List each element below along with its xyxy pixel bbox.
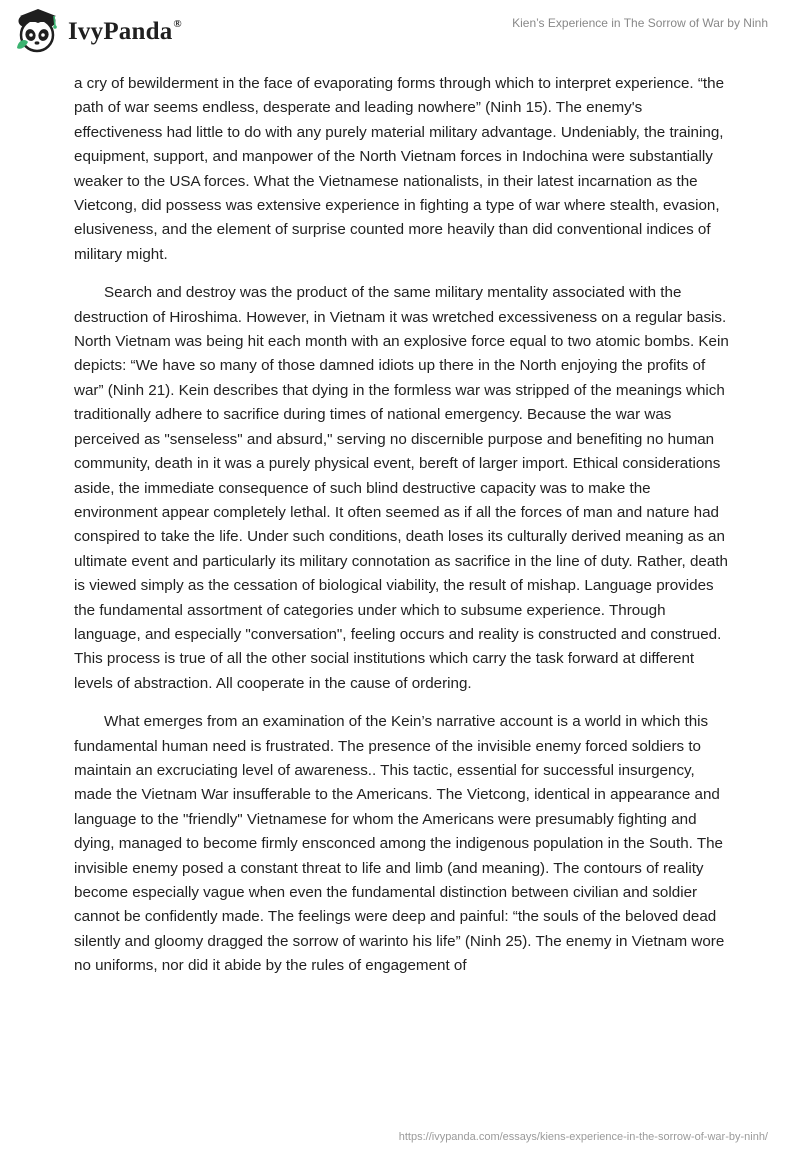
registered-mark: ® bbox=[173, 18, 182, 30]
essay-body bbox=[74, 72, 734, 993]
source-url-link[interactable]: https://ivypanda.com/essays/kiens-experience-in-the-sorrow-of-war-by-ninh/ bbox=[398, 1131, 768, 1143]
ivypanda-logo[interactable] bbox=[14, 8, 182, 56]
paragraph-1: a cry of bewilderment in the face of evaporating forms through which to interpret experience. “the path of war seems endless, desperate and leading nowhere” (Ninh 15). The enemy's effectiveness had little to do with any purely material military advantage. Undeniably, the training, equipment, support, and manpower of the North Vietnam forces in Indochina were substantially weaker to the USA forces. What the Vietnamese nationalists, in their latest incarnation as the Vietcong, did possess was extensive experience in fighting a type of war where stealth, evasion, elusiveness, and the element of surprise counted more heavily than did conventional indices of military might. bbox=[74, 75, 725, 263]
paragraph-2: Search and destroy was the product of the same military mentality associated with the destruction of Hiroshima. However, in Vietnam it was wretched excessiveness on a regular basis. North Vietnam was being hit each month with an explosive force equal to two atomic bombs. Kein depicts: “We have so many of those damned idiots up there in the North enjoying the profits of war” (Ninh 21). Kein describes that dying in the formless war was stripped of the meanings which traditionally adhere to sacrifice during times of national emergency. Because the war was perceived as "senseless" and absurd," serving no discernible purpose and benefiting no human community, death in it was a purely physical event, bereft of larger import. Ethical considerations aside, the immediate consequence of such blind destructive capacity was to make the environment appear completely lethal. It often seemed as if all the forces of man and nature had conspired to take the life. Under such conditions, death loses its culturally derived meaning as an ultimate event and particularly its military connotation as sacrifice in the line of duty. Rather, death is viewed simply as the cessation of biological viability, the result of mishap. Language provides the fundamental assortment of categories under which to subsume experience. Through language, and especially "conversation", feeling occurs and reality is constructed and construed. This process is true of all the other social institutions which carry the task forward at different levels of abstraction. All cooperate in the cause of ordering. bbox=[74, 284, 729, 692]
page-header bbox=[0, 0, 800, 70]
paragraph-3: What emerges from an examination of the Kein’s narrative account is a world in which this fundamental human need is frustrated. The presence of the invisible enemy forced soldiers to maintain an excruciating level of awareness.. This tactic, essential for successful insurgency, made the Vietnam War insufferable to the Americans. The Vietcong, identical in appearance and language to the "friendly" Vietnamese for whom the Americans were presumably fighting and dying, managed to become firmly ensconced among the indigenous population in the South. The invisible enemy posed a constant threat to life and limb (and meaning). The contours of reality become especially vague when even the fundamental distinction between civilian and soldier cannot be confidently made. The feelings were deep and painful: “the souls of the beloved dead silently and gloomy dragged the sorrow of warinto his life” (Ninh 25). The enemy in Vietnam wore no uniforms, nor did it abide by the rules of engagement of bbox=[74, 713, 725, 975]
panda-mascot-icon bbox=[14, 8, 62, 56]
document-title: Kien’s Experience in The Sorrow of War by Ninh bbox=[512, 16, 768, 30]
brand-name: IvyPanda® bbox=[68, 18, 182, 45]
